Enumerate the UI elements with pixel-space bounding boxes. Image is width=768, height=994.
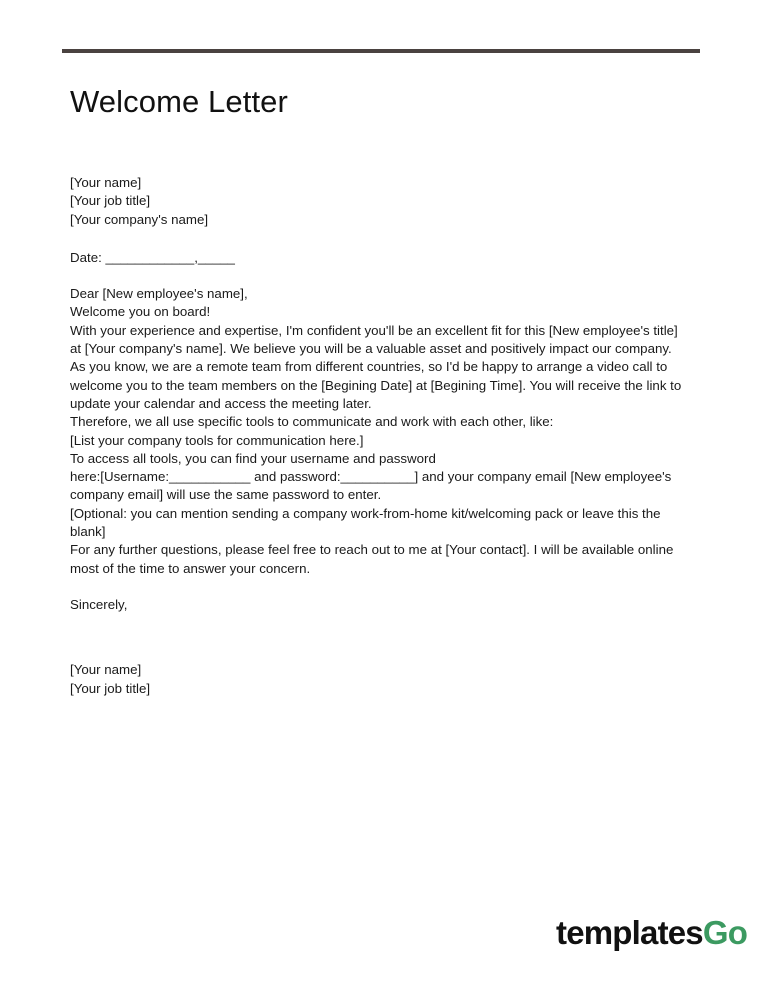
spacer-after-date: [70, 267, 686, 285]
salutation: Dear [New employee's name],: [70, 286, 248, 302]
paragraph-tools-intro: Therefore, we all use specific tools to communicate and work with each other, like:: [70, 414, 554, 430]
date-line: Date: ____________,_____: [70, 249, 235, 265]
logo-text-accent: Go: [702, 914, 748, 951]
signature-job-title: [Your job title]: [70, 680, 151, 696]
tools-placeholder: [List your company tools for communication here.]: [70, 432, 364, 448]
paragraph-further-questions: For any further questions, please feel free to reach out to me at [Your contact]. I will be available online most of the time to answer your concern.: [70, 542, 674, 576]
paragraph-access-tools: To access all tools, you can find your username and password: [70, 450, 436, 466]
sender-company-name: [Your company's name]: [70, 211, 209, 227]
header-rule-divider: [62, 49, 700, 53]
paragraph-optional-kit: [Optional: you can mention sending a company work-from-home kit/welcoming pack or leave this the blank]: [70, 505, 661, 540]
signature-name: [Your name]: [70, 662, 142, 678]
spacer-after-sender: [70, 229, 686, 249]
credentials-line: here:[Username:___________ and password:__________] and your company email [New employee's company email] will use the same password to enter.: [70, 469, 672, 503]
signature-space: [70, 614, 686, 661]
sender-job-title: [Your job title]: [70, 193, 151, 209]
spacer-before-closing: [70, 578, 686, 596]
paragraph-experience: With your experience and expertise, I'm confident you'll be an excellent fit for this [New employee's title] at [Your company's name]. We believe you will be a valuable asset and positively impact our company.: [70, 322, 678, 357]
sender-name: [Your name]: [70, 175, 142, 190]
page-title: Welcome Letter: [70, 84, 288, 119]
sender-address-block: [70, 174, 686, 229]
closing-salutation: Sincerely,: [70, 596, 128, 612]
paragraph-remote-team: As you know, we are a remote team from different countries, so I'd be happy to arrange a video call to welcome you to the team members on the [Begining Date] at [Begining Time]. You will receive the link to update your calendar and access the meeting later.: [70, 359, 682, 411]
templatesgo-logo: [556, 915, 747, 951]
logo-text-main: templates: [556, 914, 703, 951]
signature-block: [70, 661, 686, 698]
letter-body: [70, 174, 686, 698]
welcome-line: Welcome you on board!: [70, 304, 211, 320]
